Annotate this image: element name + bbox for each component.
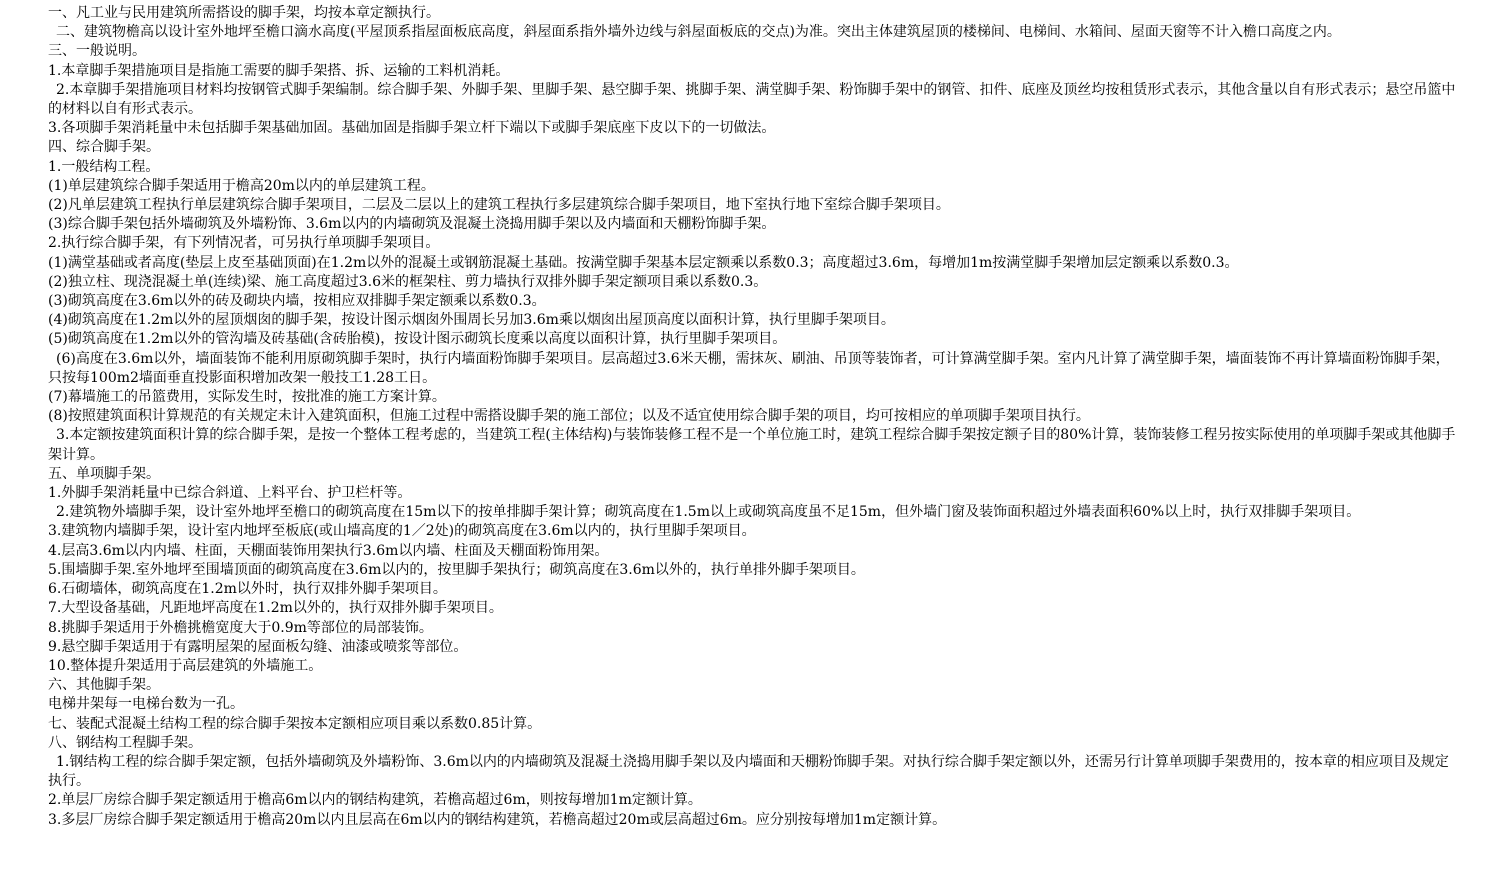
document-line: (3)综合脚手架包括外墙砌筑及外墙粉饰、3.6m以内的内墙砌筑及混凝土浇捣用脚手架以及内墙面和天棚粉饰脚手架。	[48, 216, 776, 233]
document-line: (4)砌筑高度在1.2m以外的屋顶烟囱的脚手架，按设计图示烟囱外围周长另加3.6m乘以烟囱出屋顶高度以面积计算，执行里脚手架项目。	[48, 312, 895, 329]
document-line: (2)凡单层建筑工程执行单层建筑综合脚手架项目，二层及二层以上的建筑工程执行多层建筑综合脚手架项目，地下室执行地下室综合脚手架项目。	[48, 197, 950, 214]
document-line: 1.外脚手架消耗量中已综合斜道、上料平台、护卫栏杆等。	[48, 485, 412, 502]
document-line: 6.石砌墙体，砌筑高度在1.2m以外时，执行双排外脚手架项目。	[48, 581, 447, 598]
document-line: (8)按照建筑面积计算规范的有关规定未计入建筑面积，但施工过程中需搭设脚手架的施工部位；以及不适宜使用综合脚手架的项目，均可按相应的单项脚手架项目执行。	[48, 408, 1090, 425]
document-line: 4.层高3.6m以内内墙、柱面，天棚面装饰用架执行3.6m以内墙、柱面及天棚面粉饰用架。	[48, 542, 609, 559]
document-line: 电梯井架每一电梯台数为一孔。	[48, 696, 244, 713]
document-line: 3.本定额按建筑面积计算的综合脚手架，是按一个整体工程考虑的，当建筑工程(主体结构)与装饰装修工程不是一个单位施工时，建筑工程综合脚手架按定额子目的80%计算，装饰装修工程另按实际使用的单项脚手架或其他脚手架计算。	[48, 427, 1456, 463]
document-line: 8.挑脚手架适用于外檐挑檐宽度大于0.9m等部位的局部装饰。	[48, 619, 433, 636]
document-line: 2.执行综合脚手架，有下列情况者，可另执行单项脚手架项目。	[48, 235, 440, 252]
document-line: (5)砌筑高度在1.2m以外的管沟墙及砖基础(含砖胎模)，按设计图示砌筑长度乘以高度以面积计算，执行里脚手架项目。	[48, 331, 787, 348]
document-line: 六、其他脚手架。	[48, 677, 160, 694]
document-line: 3.多层厂房综合脚手架定额适用于檐高20m以内且层高在6m以内的钢结构建筑，若檐高超过20m或层高超过6m。应分别按每增加1m定额计算。	[48, 811, 947, 828]
document-line: 2.建筑物外墙脚手架，设计室外地坪至檐口的砌筑高度在15m以下的按单排脚手架计算；砌筑高度在1.5m以上或砌筑高度虽不足15m，但外墙门窗及装饰面积超过外墙表面积60%以上时，执行双排脚手架项目。	[56, 504, 1361, 521]
document-line: (1)满堂基础或者高度(垫层上皮至基础顶面)在1.2m以外的混凝土或钢筋混凝土基础。按满堂脚手架基本层定额乘以系数0.3；高度超过3.6m，每增加1m按满堂脚手架增加层定额乘以系数0.3。	[48, 254, 1239, 271]
document-line: (7)幕墙施工的吊篮费用，实际发生时，按批准的施工方案计算。	[48, 389, 446, 406]
document-line: 2.单层厂房综合脚手架定额适用于檐高6m以内的钢结构建筑，若檐高超过6m，则按每增加1m定额计算。	[48, 792, 702, 809]
document-line: 1.钢结构工程的综合脚手架定额，包括外墙砌筑及外墙粉饰、3.6m以内的内墙砌筑及混凝土浇捣用脚手架以及内墙面和天棚粉饰脚手架。对执行综合脚手架定额以外，还需另行计算单项脚手架费用的，按本章的相应项目及规定执行。	[48, 753, 1449, 790]
document-line: 二、建筑物檐高以设计室外地坪至檐口滴水高度(平屋顶系指屋面板底高度，斜屋面系指外墙外边线与斜屋面板底的交点)为准。突出主体建筑屋顶的楼梯间、电梯间、水箱间、屋面天窗等不计入檐口高度之内。	[56, 24, 1341, 41]
document-line: (3)砌筑高度在3.6m以外的砖及砌块内墙，按相应双排脚手架定额乘以系数0.3。	[48, 293, 546, 310]
document-line: 三、一般说明。	[48, 43, 146, 60]
document-line: (2)独立柱、现浇混凝土单(连续)梁、施工高度超过3.6米的框架柱、剪力墙执行双排外脚手架定额项目乘以系数0.3。	[48, 273, 768, 290]
document-line: (6)高度在3.6m以外，墙面装饰不能利用原砌筑脚手架时，执行内墙面粉饰脚手架项目。层高超过3.6米天棚，需抹灰、刷油、吊顶等装饰者，可计算满堂脚手架。室内凡计算了满堂脚手架，墙面装饰不再计算墙面粉饰脚手架，只按每100m2墙面垂直投影面积增加改架一般技工1.28工日。	[48, 350, 1450, 386]
document-line: (1)单层建筑综合脚手架适用于檐高20m以内的单层建筑工程。	[48, 177, 435, 194]
document-line: 3.建筑物内墙脚手架，设计室内地坪至板底(或山墙高度的1／2处)的砌筑高度在3.6m以内的，执行里脚手架项目。	[48, 523, 756, 540]
document-line: 5.围墙脚手架.室外地坪至围墙顶面的砌筑高度在3.6m以内的，按里脚手架执行；砌筑高度在3.6m以外的，执行单排外脚手架项目。	[48, 561, 865, 578]
document-line: 1.本章脚手架措施项目是指施工需要的脚手架搭、拆、运输的工料机消耗。	[48, 62, 510, 79]
document-line: 7.大型设备基础，凡距地坪高度在1.2m以外的，执行双排外脚手架项目。	[48, 600, 503, 617]
document-line: 四、综合脚手架。	[48, 139, 160, 156]
document-body	[0, 4, 1460, 830]
document-line: 一、凡工业与民用建筑所需搭设的脚手架，均按本章定额执行。	[48, 5, 440, 21]
document-line: 10.整体提升架适用于高层建筑的外墙施工。	[48, 657, 323, 674]
document-line: 八、钢结构工程脚手架。	[48, 734, 202, 751]
document-line: 3.各项脚手架消耗量中未包括脚手架基础加固。基础加固是指脚手架立杆下端以下或脚手架底座下皮以下的一切做法。	[48, 120, 776, 137]
document-line: 9.悬空脚手架适用于有露明屋架的屋面板勾缝、油漆或喷浆等部位。	[48, 638, 468, 655]
document-line: 1.一般结构工程。	[48, 158, 160, 175]
document-line: 五、单项脚手架。	[48, 465, 160, 482]
document-line: 2.本章脚手架措施项目材料均按钢管式脚手架编制。综合脚手架、外脚手架、里脚手架、悬空脚手架、挑脚手架、满堂脚手架、粉饰脚手架中的钢管、扣件、底座及顶丝均按租赁形式表示，其他含量以自有形式表示；悬空吊篮中的材料以自有形式表示。	[48, 81, 1456, 118]
document-line: 七、装配式混凝土结构工程的综合脚手架按本定额相应项目乘以系数0.85计算。	[48, 715, 542, 732]
